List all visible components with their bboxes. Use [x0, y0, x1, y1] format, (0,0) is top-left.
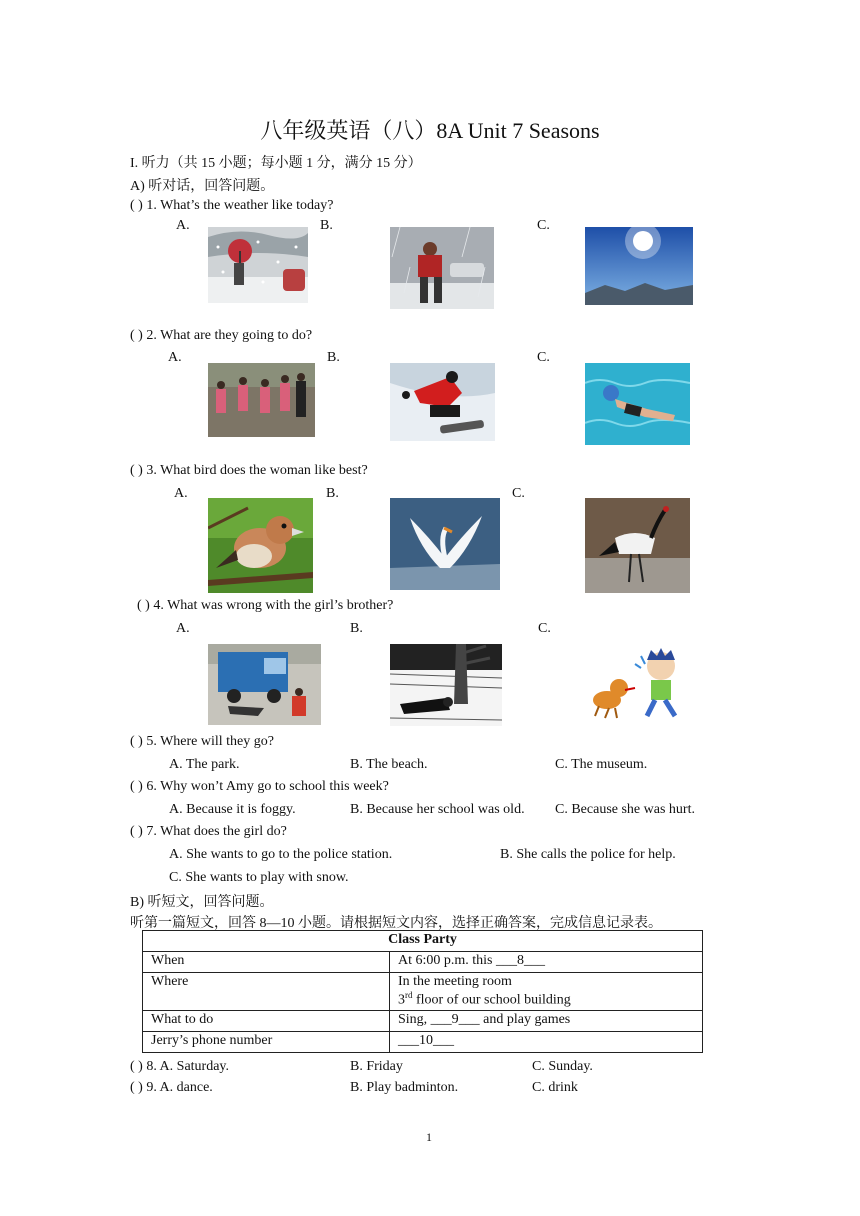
q3-option-c-label: C. [512, 486, 525, 501]
row-value: Sing, ___9___ and play games [390, 1010, 703, 1031]
page-number: 1 [426, 1130, 432, 1144]
question-3: ( ) 3. What bird does the woman like best? [130, 463, 368, 478]
q5-option-c: C. The museum. [555, 757, 648, 772]
q7-option-a: A. She wants to go to the police station. [169, 847, 393, 862]
q2-option-c-label: C. [537, 350, 550, 365]
question-8: ( ) 8. A. Saturday. [130, 1059, 230, 1074]
q8-option-b: B. Friday [350, 1059, 403, 1074]
row-value [390, 973, 703, 1011]
row-value: At 6:00 p.m. this ___8___ [390, 952, 703, 973]
q2-option-b-label: B. [327, 350, 340, 365]
sparrow-image [208, 498, 313, 593]
dancing-people-image [208, 363, 315, 437]
part-b-heading: B) 听短文，回答问题。 [130, 895, 274, 910]
truck-accident-image [208, 644, 321, 725]
question-5: ( ) 5. Where will they go? [130, 734, 274, 749]
row-value: ___10___ [390, 1031, 703, 1052]
floor-text: floor of our school building [412, 992, 571, 1008]
question-9: ( ) 9. A. dance. [130, 1080, 213, 1095]
table-row [143, 952, 703, 973]
skiing-image [390, 363, 495, 441]
table-row [143, 973, 703, 1011]
row-value-line-1: In the meeting room [398, 974, 512, 989]
row-label: Where [143, 973, 390, 1011]
q7-option-c: C. She wants to play with snow. [169, 870, 349, 885]
q6-option-b: B. Because her school was old. [350, 802, 525, 817]
question-2: ( ) 2. What are they going to do? [130, 328, 313, 343]
question-1: ( ) 1. What’s the weather like today? [130, 198, 334, 213]
floor-number: 3 [398, 992, 405, 1008]
swan-image [390, 498, 500, 590]
row-label: What to do [143, 1010, 390, 1031]
q5-option-b: B. The beach. [350, 757, 428, 772]
question-6: ( ) 6. Why won’t Amy go to school this week? [130, 779, 389, 794]
class-party-table [142, 930, 703, 1053]
q1-option-b-label: B. [320, 218, 333, 233]
q4-option-b-label: B. [350, 621, 363, 636]
q4-option-a-label: A. [176, 621, 190, 636]
q4-option-c-label: C. [538, 621, 551, 636]
swimming-image [585, 363, 690, 445]
dog-chasing-boy-cartoon-image [585, 644, 690, 726]
table-instruction: 听第一篇短文，回答 8—10 小题。请根据短文内容，选择正确答案，完成信息记录表。 [130, 916, 662, 931]
q6-option-a: A. Because it is foggy. [169, 802, 296, 817]
row-label: Jerry’s phone number [143, 1031, 390, 1052]
q3-option-b-label: B. [326, 486, 339, 501]
question-7: ( ) 7. What does the girl do? [130, 824, 287, 839]
q9-option-c: C. drink [532, 1080, 578, 1095]
q2-option-a-label: A. [168, 350, 182, 365]
q9-option-b: B. Play badminton. [350, 1080, 459, 1095]
table-header: Class Party [143, 931, 703, 952]
q5-option-a: A. The park. [169, 757, 240, 772]
page-title: 八年级英语（八）8A Unit 7 Seasons [260, 118, 600, 143]
table-row [143, 1010, 703, 1031]
rain-storm-image [390, 227, 494, 309]
question-4: ( ) 4. What was wrong with the girl’s brother? [137, 598, 394, 613]
row-label: When [143, 952, 390, 973]
table-row [143, 1031, 703, 1052]
tree-injury-sketch-image [390, 644, 502, 726]
crane-image [585, 498, 690, 593]
q6-option-c: C. Because she was hurt. [555, 802, 695, 817]
floor-suffix: rd [405, 990, 413, 1000]
q1-option-a-label: A. [176, 218, 190, 233]
q8-option-c: C. Sunday. [532, 1059, 593, 1074]
row-value-line-2 [398, 990, 694, 1009]
q3-option-a-label: A. [174, 486, 188, 501]
snow-street-image [208, 227, 308, 303]
section-heading: I. 听力（共 15 小题；每小题 1 分，满分 15 分） [130, 156, 422, 171]
q1-option-c-label: C. [537, 218, 550, 233]
part-a-heading: A) 听对话，回答问题。 [130, 179, 275, 194]
sunny-sky-image [585, 227, 693, 305]
q7-option-b: B. She calls the police for help. [500, 847, 676, 862]
